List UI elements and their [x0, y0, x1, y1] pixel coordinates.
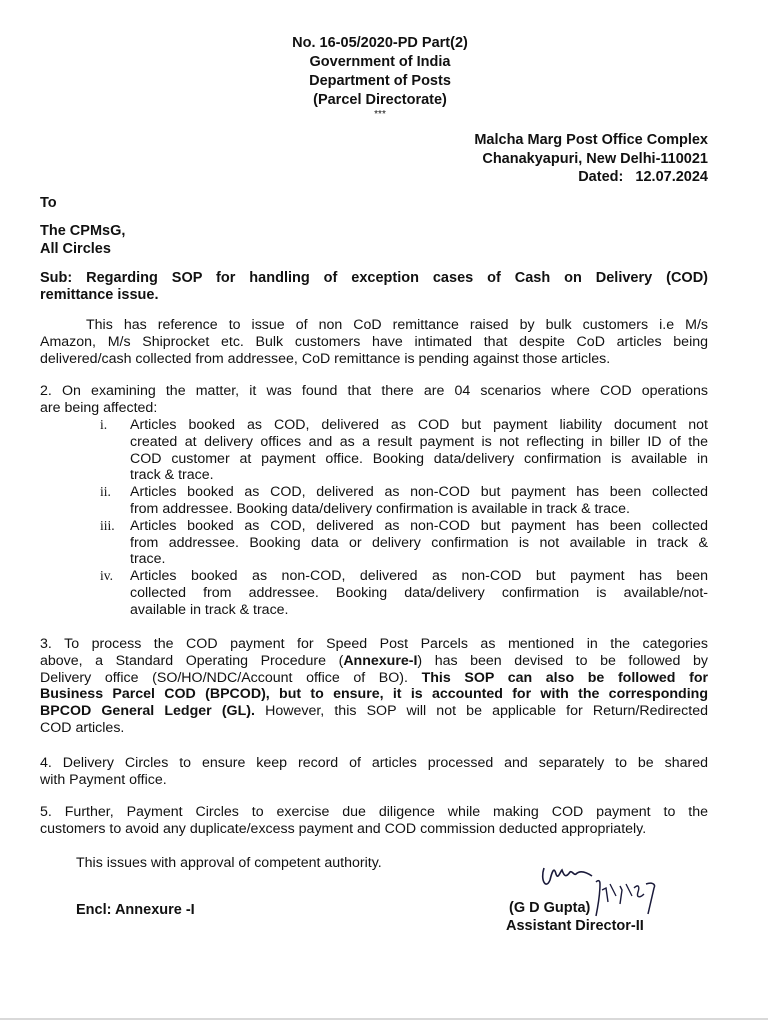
department-name: Department of Posts [309, 73, 451, 89]
scenario-line: available in track & trace. [130, 601, 289, 618]
scenario-line: from addressee. Booking data or delivery confirmation is not available in track & [130, 534, 708, 551]
scenario-line: Articles booked as COD, delivered as COD but payment liability document not [130, 417, 708, 433]
scenario-text [130, 417, 708, 484]
para1-line-2: Amazon, M/s Shiprocket etc. Bulk customers have intimated that despite CoD articles being [40, 333, 708, 350]
paragraph-2 [40, 383, 708, 417]
paragraph-4 [40, 755, 708, 789]
scenario-line: Articles booked as non-COD, delivered as non-COD but payment has been [130, 568, 708, 585]
para4-line-1: 4. Delivery Circles to ensure keep record of articles processed and separately to be shared [40, 755, 708, 771]
subject-line-2: remittance issue. [40, 287, 159, 303]
scenario-item [100, 484, 710, 518]
para3-bold-text: This SOP can also be followed for [421, 669, 709, 686]
scenario-list [100, 417, 710, 619]
para3-text: However, this SOP will not be applicable for Return/Redirected [254, 703, 708, 720]
para3-line-1: 3. To process the COD payment for Speed Post Parcels as mentioned in the categories [40, 636, 708, 652]
scenario-line: track & trace. [130, 467, 214, 484]
scenario-number: iii. [100, 517, 115, 533]
scenario-line: from addressee. Booking data/delivery confirmation is available in track & trace. [130, 500, 630, 517]
scenario-number: ii. [100, 484, 111, 500]
para3-line-4: Business Parcel COD (BPCOD), but to ensure, it is accounted for with the corresponding [40, 686, 708, 703]
scenario-line: COD customer at payment office. Booking data/delivery confirmation is available in [130, 450, 708, 467]
to-label: To [40, 195, 57, 211]
scenario-text [130, 518, 708, 568]
reference-number: No. 16-05/2020-PD Part(2) [292, 35, 468, 51]
para3-line-2 [40, 653, 708, 670]
signatory-name: (G D Gupta) [509, 900, 591, 916]
address-line-2: Chanakyapuri, New Delhi-110021 [482, 150, 708, 167]
scenario-number: i. [100, 417, 108, 432]
address-line-1: Malcha Marg Post Office Complex [474, 132, 708, 148]
para2-line-1: 2. On examining the matter, it was found that there are 04 scenarios where COD operations [40, 383, 708, 399]
para3-line-6: COD articles. [40, 719, 125, 736]
para5-line-1: 5. Further, Payment Circles to exercise due diligence while making COD payment to the [40, 804, 708, 820]
date-line [474, 168, 708, 187]
paragraph-1 [40, 317, 708, 367]
date-label: Dated: [578, 169, 624, 185]
scenario-line: Articles booked as COD, delivered as non-COD but payment has been collected [130, 484, 708, 501]
annexure-reference: Annexure-I [343, 652, 418, 669]
para4-line-2: with Payment office. [40, 771, 167, 788]
para3-text: ) has been devised to be followed by [417, 652, 708, 669]
para5-line-2: customers to avoid any duplicate/excess payment and COD commission deducted appropriately. [40, 820, 647, 837]
letterhead [200, 34, 560, 120]
para3-bold-text: BPCOD General Ledger (GL). [40, 703, 255, 720]
office-address [474, 131, 708, 187]
scenario-line: Articles booked as COD, delivered as non-COD but payment has been collected [130, 517, 708, 534]
para1-line-3: delivered/cash collected from addressee, CoD remittance is pending against those articles. [40, 350, 611, 367]
scenario-item [100, 568, 710, 618]
recipient-block [40, 223, 125, 258]
government-name: Government of India [309, 54, 451, 70]
scenario-text [130, 568, 708, 618]
recipient-line-2: All Circles [40, 240, 111, 257]
scenario-number: iv. [100, 568, 113, 584]
para3-line-3 [40, 670, 708, 687]
scenario-line: created at delivery offices and as a result payment is not reflecting in biller ID of the [130, 433, 708, 450]
signatory-designation: Assistant Director-II [506, 918, 644, 934]
para3-text: above, a Standard Operating Procedure ( [40, 652, 344, 669]
page-bottom-edge [0, 1018, 768, 1020]
para1-line-1: This has reference to issue of non CoD remittance raised by bulk customers i.e M/s [86, 317, 708, 333]
scenario-line: collected from addressee. Booking data/delivery confirmation is available/not- [130, 584, 708, 601]
paragraph-3 [40, 636, 708, 737]
paragraph-5 [40, 804, 708, 838]
scenario-text [130, 484, 708, 518]
directorate-name: (Parcel Directorate) [313, 92, 447, 108]
para3-text: Delivery office (SO/HO/NDC/Account office of BO). [40, 669, 422, 686]
scenario-line: trace. [130, 551, 166, 568]
enclosure: Encl: Annexure -I [76, 902, 195, 918]
para2-line-2: are being affected: [40, 399, 158, 416]
date-value: 12.07.2024 [635, 169, 708, 185]
para3-line-5 [40, 703, 708, 720]
scenario-item [100, 417, 710, 484]
approval-statement: This issues with approval of competent authority. [76, 855, 382, 871]
recipient-line-1: The CPMsG, [40, 223, 126, 239]
scenario-item [100, 518, 710, 568]
subject-line-1: Sub: Regarding SOP for handling of exception cases of Cash on Delivery (COD) [40, 270, 708, 286]
signatory-block [506, 899, 644, 935]
header-stars: *** [374, 109, 386, 120]
subject [40, 270, 708, 304]
